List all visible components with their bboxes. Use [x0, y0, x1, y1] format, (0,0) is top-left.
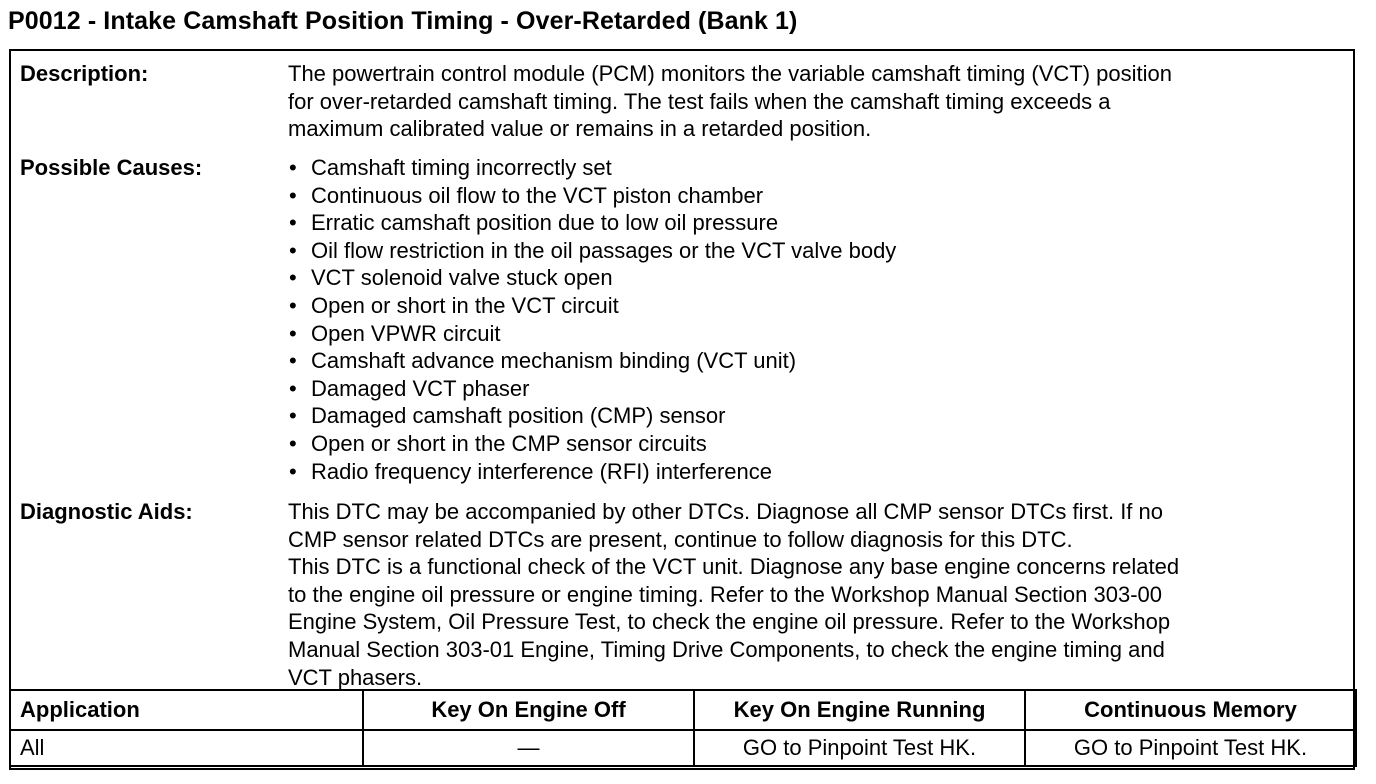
cause-text: Damaged camshaft position (CMP) sensor [311, 403, 726, 429]
bullet-icon: • [289, 458, 297, 484]
bullet-icon: • [289, 155, 297, 180]
possible-causes-body [288, 154, 1348, 485]
cause-text: VCT solenoid valve stuck open [311, 265, 613, 291]
description-label: Description: [20, 61, 149, 86]
list-item [288, 209, 1348, 237]
column-header-key-on-engine-off: Key On Engine Off [363, 690, 694, 730]
diagnostic-aids-line: Engine System, Oil Pressure Test, to check the engine oil pressure. Refer to the Workshop [288, 609, 1171, 635]
list-item [288, 237, 1348, 265]
bullet-icon: • [289, 210, 297, 236]
list-item [288, 292, 1348, 320]
diagnostic-aids-label: Diagnostic Aids: [20, 499, 193, 524]
list-item [288, 264, 1348, 292]
application-table [9, 689, 1357, 767]
diagnostic-aids-body [288, 498, 1348, 691]
cause-text: Open VPWR circuit [311, 320, 501, 346]
column-header-continuous-memory: Continuous Memory [1025, 690, 1356, 730]
diagnostic-aids-line: This DTC is a functional check of the VCT unit. Diagnose any base engine concerns related [288, 554, 1180, 580]
list-item [288, 375, 1348, 403]
description-line: The powertrain control module (PCM) monitors the variable camshaft timing (VCT) position [288, 61, 1172, 86]
column-header-key-on-engine-running: Key On Engine Running [694, 690, 1025, 730]
table-cell-key-on-engine-running: GO to Pinpoint Test HK. [694, 730, 1025, 766]
bullet-icon: • [289, 292, 297, 318]
possible-causes-list [288, 154, 1348, 485]
bullet-icon: • [289, 348, 297, 374]
bullet-icon: • [289, 430, 297, 456]
table-cell-continuous-memory: GO to Pinpoint Test HK. [1025, 730, 1356, 766]
cause-text: Open or short in the CMP sensor circuits [311, 430, 707, 456]
cause-text: Camshaft timing incorrectly set [311, 155, 612, 180]
table-row [10, 730, 1356, 766]
diagnostic-aids-line: VCT phasers. [288, 664, 423, 690]
table-header-row [10, 690, 1356, 730]
cause-text: Radio frequency interference (RFI) interference [311, 458, 772, 484]
possible-causes-label: Possible Causes: [20, 155, 203, 180]
bullet-icon: • [289, 265, 297, 291]
bullet-icon: • [289, 320, 297, 346]
table-cell-application: All [10, 730, 363, 766]
cause-text: Open or short in the VCT circuit [311, 292, 619, 318]
bullet-icon: • [289, 237, 297, 263]
diagnostic-aids-line: This DTC may be accompanied by other DTCs. Diagnose all CMP sensor DTCs first. If no [288, 499, 1164, 524]
list-item [288, 347, 1348, 375]
cause-text: Erratic camshaft position due to low oil pressure [311, 210, 779, 236]
description-body [288, 60, 1348, 143]
diagnostic-aids-line: Manual Section 303-01 Engine, Timing Drive Components, to check the engine timing and [288, 636, 1165, 662]
description-line: for over-retarded camshaft timing. The test fails when the camshaft timing exceeds a [288, 88, 1111, 114]
bullet-icon: • [289, 403, 297, 429]
cause-text: Continuous oil flow to the VCT piston chamber [311, 182, 764, 208]
description-line: maximum calibrated value or remains in a retarded position. [288, 116, 872, 142]
list-item [288, 430, 1348, 458]
list-item [288, 458, 1348, 486]
list-item [288, 320, 1348, 348]
list-item [288, 182, 1348, 210]
cause-text: Oil flow restriction in the oil passages or the VCT valve body [311, 237, 897, 263]
list-item [288, 154, 1348, 182]
page-title: P0012 - Intake Camshaft Position Timing - Over-Retarded (Bank 1) [8, 7, 798, 35]
table-cell-key-on-engine-off: — [363, 730, 694, 766]
cause-text: Camshaft advance mechanism binding (VCT unit) [311, 348, 797, 374]
cause-text: Damaged VCT phaser [311, 375, 530, 401]
bullet-icon: • [289, 182, 297, 208]
bullet-icon: • [289, 375, 297, 401]
diagnostic-aids-line: CMP sensor related DTCs are present, continue to follow diagnosis for this DTC. [288, 526, 1073, 552]
column-header-application: Application [10, 690, 363, 730]
diagnostic-aids-line: to the engine oil pressure or engine timing. Refer to the Workshop Manual Section 303-00 [288, 581, 1162, 607]
list-item [288, 402, 1348, 430]
